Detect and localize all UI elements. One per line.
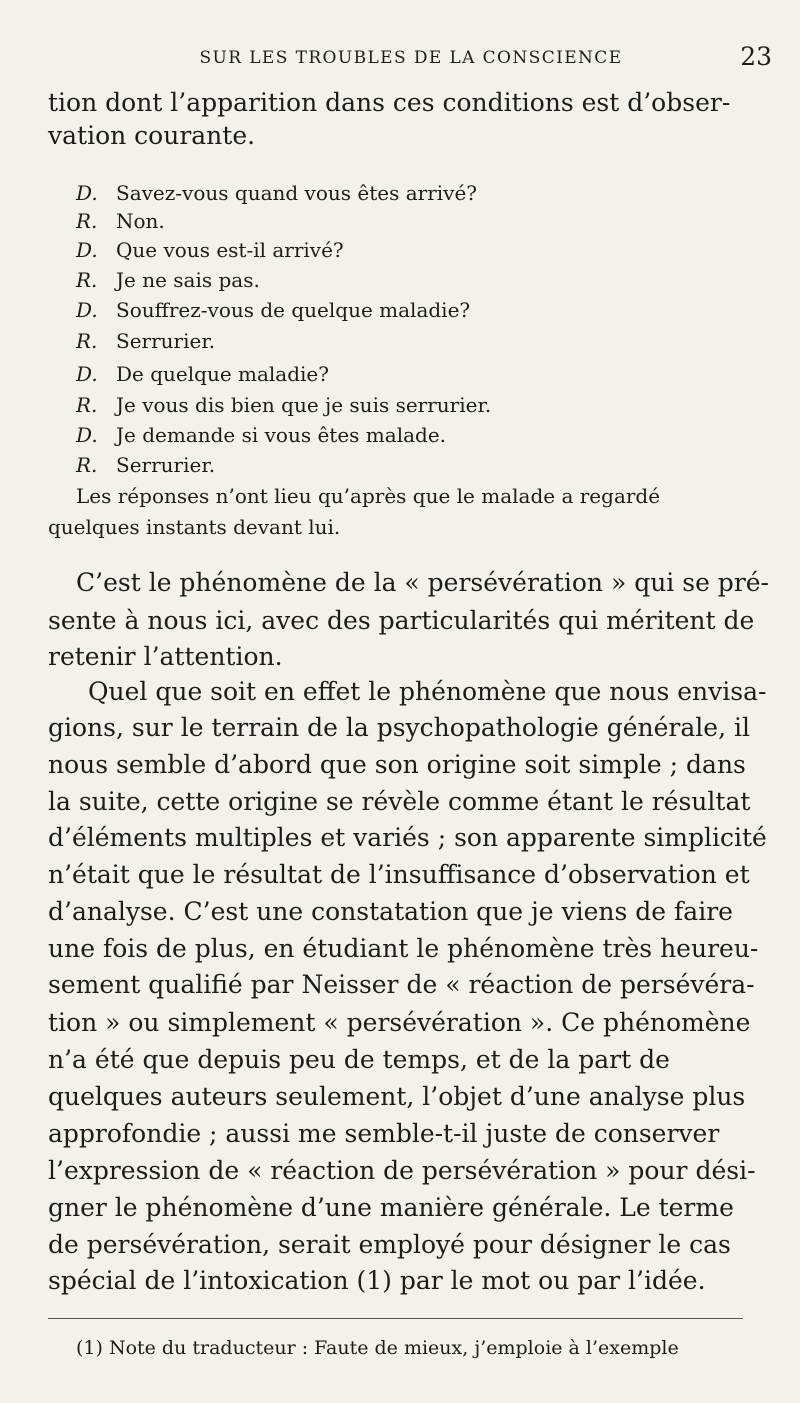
speaker-label: D. [76, 238, 98, 262]
dialogue-line [76, 180, 477, 206]
text-line: nous semble d’abord que son origine soit simple ; dans [48, 750, 746, 779]
text-line: gions, sur le terrain de la psychopathologie générale, il [48, 713, 750, 742]
dialogue-text: Je ne sais pas. [116, 268, 260, 292]
speaker-label: D. [76, 362, 98, 386]
page-number: 23 [740, 42, 772, 71]
text-line: d’analyse. C’est une constatation que je viens de faire [48, 897, 733, 926]
dialogue-line [76, 392, 491, 418]
text-line: retenir l’attention. [48, 642, 283, 671]
text-line: de persévération, serait employé pour désigner le cas [48, 1230, 731, 1259]
text-line: quelques instants devant lui. [48, 515, 341, 539]
text-line: n’était que le résultat de l’insuffisance d’observation et [48, 860, 750, 889]
dialogue-text: Savez-vous quand vous êtes arrivé? [116, 181, 478, 205]
text-line: tion » ou simplement « persévération ». Ce phénomène [48, 1008, 751, 1037]
dialogue-line [76, 237, 344, 263]
text-line: approfondie ; aussi me semble-t-il juste de conserver [48, 1119, 720, 1148]
speaker-label: R. [76, 453, 98, 477]
text-line: n’a été que depuis peu de temps, et de la part de [48, 1045, 670, 1074]
footnote-divider [48, 1318, 743, 1319]
speaker-label: R. [76, 209, 98, 233]
speaker-label: D. [76, 181, 98, 205]
dialogue-line [76, 267, 260, 293]
text-line: l’expression de « réaction de persévération » pour dési- [48, 1156, 756, 1185]
dialogue-line [76, 328, 215, 354]
speaker-label: R. [76, 268, 98, 292]
dialogue-line [76, 422, 446, 448]
text-line: d’éléments multiples et variés ; son apparente simplicité [48, 823, 767, 852]
text-line: Les réponses n’ont lieu qu’après que le malade a regardé [76, 484, 661, 508]
dialogue-text: De quelque maladie? [116, 362, 329, 386]
speaker-label: R. [76, 393, 98, 417]
text-line: sente à nous ici, avec des particularités qui méritent de [48, 606, 755, 635]
text-line: quelques auteurs seulement, l’objet d’une analyse plus [48, 1082, 746, 1111]
speaker-label: D. [76, 423, 98, 447]
dialogue-text: Je vous dis bien que je suis serrurier. [116, 393, 492, 417]
dialogue-text: Souffrez-vous de quelque maladie? [116, 298, 471, 322]
text-line: spécial de l’intoxication (1) par le mot ou par l’idée. [48, 1266, 706, 1295]
text-line: tion dont l’apparition dans ces conditions est d’obser- [48, 88, 731, 117]
text-line: vation courante. [48, 121, 256, 150]
running-header [48, 40, 774, 80]
footnote: (1) Note du traducteur : Faute de mieux, j’emploie à l’exemple [76, 1337, 679, 1359]
text-line: gner le phénomène d’une manière générale. Le terme [48, 1193, 734, 1222]
dialogue-text: Serrurier. [116, 329, 216, 353]
dialogue-text: Je demande si vous êtes malade. [116, 423, 447, 447]
text-line: la suite, cette origine se révèle comme étant le résultat [48, 787, 751, 816]
speaker-label: D. [76, 298, 98, 322]
dialogue-text: Non. [116, 209, 165, 233]
dialogue-text: Que vous est-il arrivé? [116, 238, 344, 262]
speaker-label: R. [76, 329, 98, 353]
dialogue-line [76, 452, 215, 478]
dialogue-line [76, 297, 470, 323]
text-line: sement qualifié par Neisser de « réaction de persévéra- [48, 970, 755, 999]
dialogue-line [76, 361, 329, 387]
text-line: Quel que soit en effet le phénomène que nous envisa- [88, 677, 767, 706]
running-title: SUR LES TROUBLES DE LA CONSCIENCE [199, 48, 623, 68]
dialogue-line [76, 208, 165, 234]
text-line: C’est le phénomène de la « persévération » qui se pré- [76, 568, 770, 597]
dialogue-text: Serrurier. [116, 453, 216, 477]
text-line: une fois de plus, en étudiant le phénomène très heureu- [48, 934, 759, 963]
